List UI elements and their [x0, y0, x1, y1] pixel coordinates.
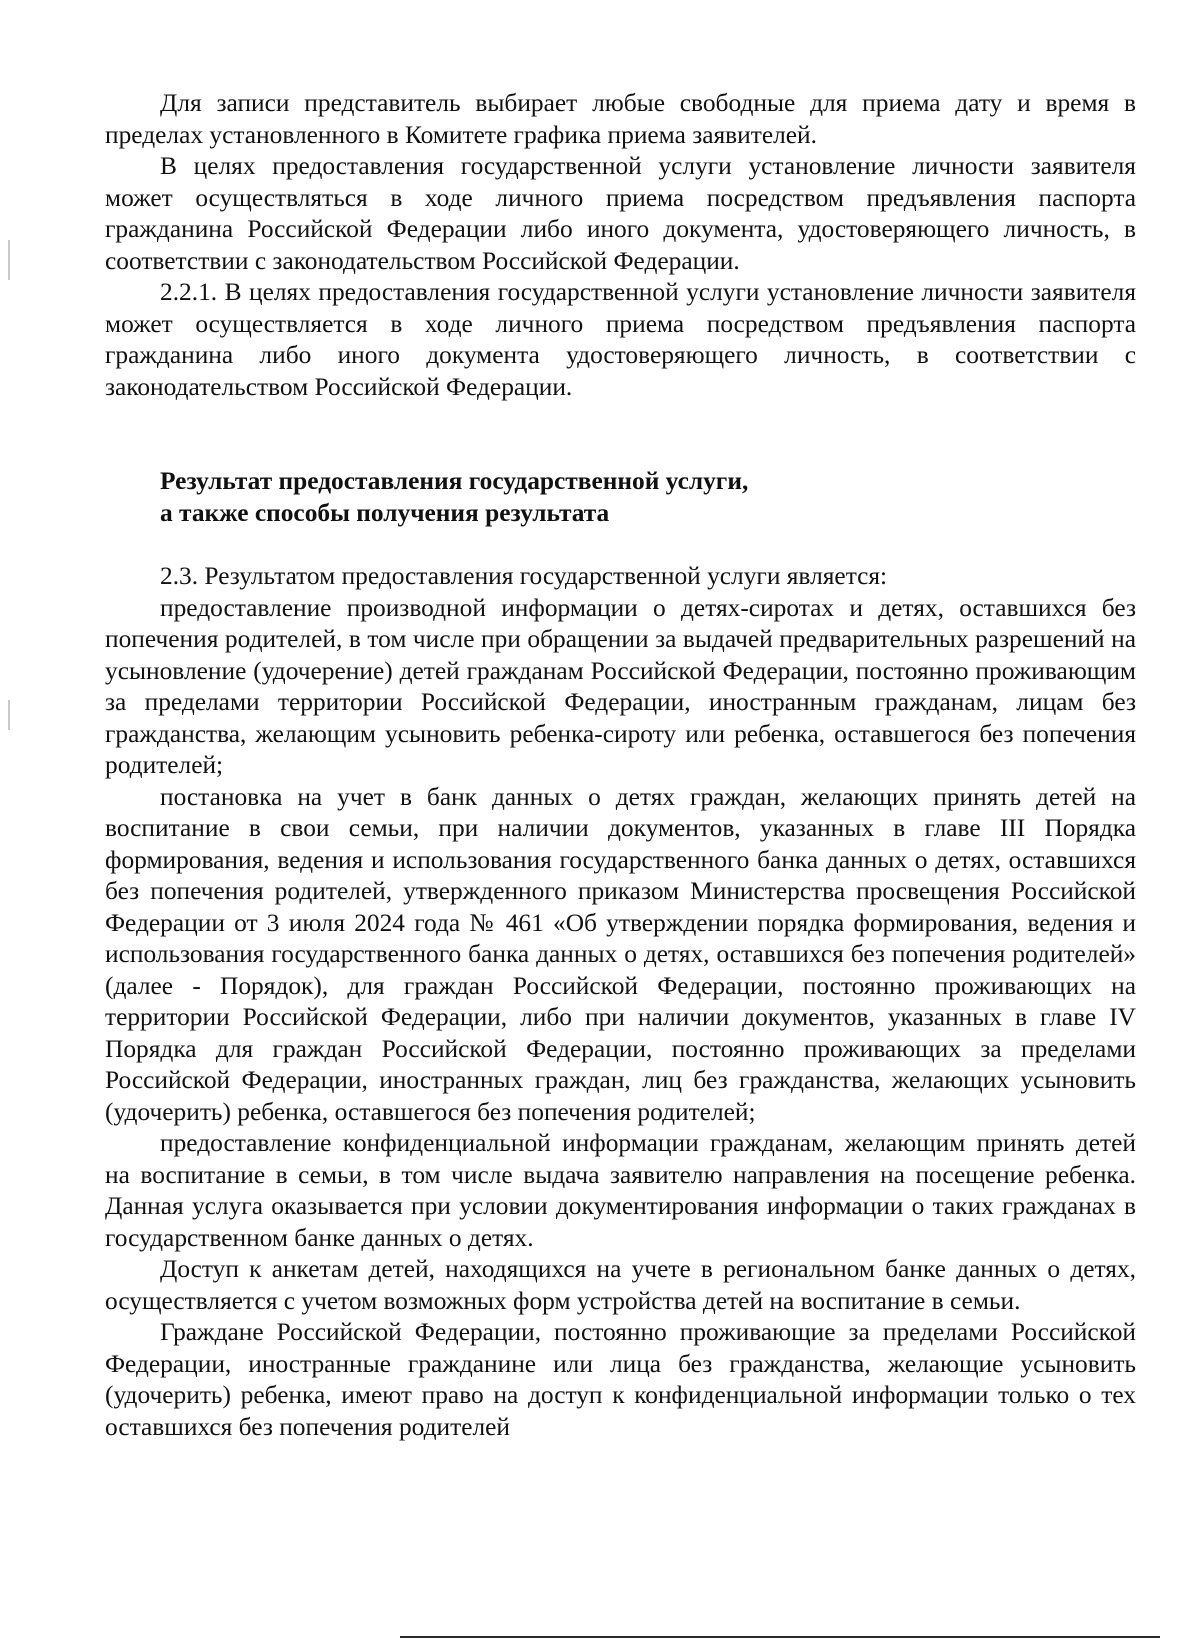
document-body: [105, 88, 1136, 1443]
scan-edge-mark: [8, 240, 10, 280]
section-heading: [105, 466, 1136, 529]
paragraph-confidential-info: предоставление конфиденциальной информации гражданам, желающим принять детей на воспитание в семьи, в том числе выдача заявителю направления на посещение ребенка. Данная услуга оказывается при условии документирования информации о таких гражданах в государственном банке данных о детях.: [105, 1129, 1136, 1252]
paragraph-foreign-citizens: Граждане Российской Федерации, постоянно проживающие за пределами Российской Федерации, иностранные гражданине или лица без гражданства, желающие усыновить (удочерить) ребенка, имеют право на доступ к конфиденциальной информации только о тех оставшихся без попечения родителей: [105, 1318, 1136, 1441]
paragraph-identity: В целях предоставления государственной услуги установление личности заявителя может осуществляться в ходе личного приема посредством предъявления паспорта гражданина Российской Федерации либо иного документа, удостоверяющего личность, в соответствии с законодательством Российской Федерации.: [105, 152, 1136, 275]
spacer: [105, 403, 1136, 466]
paragraph-appointment: Для записи представитель выбирает любые свободные для приема дату и время в пределах установленного в Комитете графика приема заявителей.: [105, 89, 1136, 149]
paragraph-derived-info: предоставление производной информации о детях-сиротах и детях, оставшихся без попечения родителей, в том числе при обращении за выдачей предварительных разрешений на усыновление (удочерение) детей гражданам Российской Федерации, постоянно проживающим за пределами территории Российской Федерации, иностранным гражданам, лицам без гражданства, желающим усыновить ребенка-сироту или ребенка, оставшегося без попечения родителей;: [105, 593, 1136, 779]
bottom-border-line: [400, 1636, 1160, 1638]
scan-edge-mark: [8, 700, 10, 730]
paragraph-2-3: 2.3. Результатом предоставления государственной услуги является:: [160, 562, 888, 590]
paragraph-access: Доступ к анкетам детей, находящихся на учете в региональном банке данных о детях, осуществляется с учетом возможных форм устройства детей на воспитание в семьи.: [105, 1255, 1136, 1315]
section-heading-line1: Результат предоставления государственной услуги,: [160, 467, 749, 495]
section-heading-line2: а также способы получения результата: [160, 498, 610, 527]
paragraph-registration: постановка на учет в банк данных о детях граждан, желающих принять детей на воспитание в свои семьи, при наличии документов, указанных в главе III Порядка формирования, ведения и использования государственного банка данных о детях, оставшихся без попечения родителей, утвержденного приказом Министерства просвещения Российской Федерации от 3 июля 2024 года № 461 «Об утверждении порядка формирования, ведения и использования государственного банка данных о детях, оставшихся без попечения родителей» (далее - Порядок), для граждан Российской Федерации, постоянно проживающих на территории Российской Федерации, либо при наличии документов, указанных в главе IV Порядка для граждан Российской Федерации, постоянно проживающих за пределами Российской Федерации, иностранных граждан, лиц без гражданства, желающих усыновить (удочерить) ребенка, оставшегося без попечения родителей;: [105, 782, 1136, 1126]
paragraph-2-2-1: 2.2.1. В целях предоставления государственной услуги установление личности заявителя может осуществляется в ходе личного приема посредством предъявления паспорта гражданина либо иного документа удостоверяющего личность, в соответствии с законодательством Российской Федерации.: [105, 278, 1136, 401]
spacer: [105, 529, 1136, 561]
